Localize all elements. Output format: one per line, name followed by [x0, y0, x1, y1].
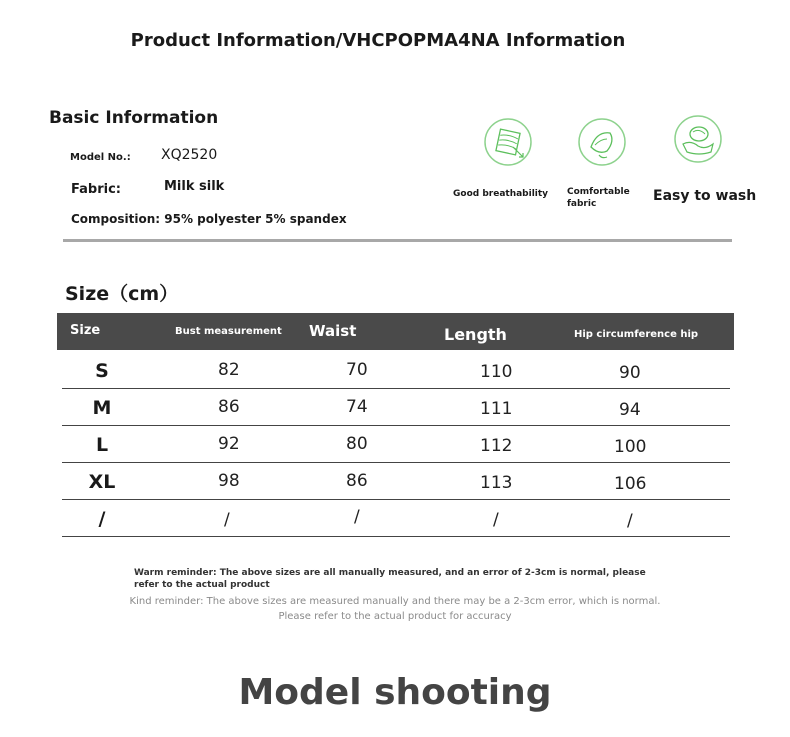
cell-length: 110 — [480, 362, 513, 382]
feature-label-breathability: Good breathability — [453, 189, 549, 199]
header-length: Length — [444, 325, 507, 344]
table-row — [62, 462, 730, 500]
cell-waist: 74 — [346, 397, 368, 417]
cell-size: M — [92, 397, 112, 419]
header-hip: Hip circumference hip — [574, 329, 699, 340]
cell-size: S — [95, 360, 109, 382]
breathability-icon — [483, 117, 533, 167]
cell-bust: / — [224, 510, 230, 530]
composition-text: Composition: 95% polyester 5% spandex — [71, 212, 347, 226]
feature-label-comfortable-line1: Comfortable — [567, 187, 630, 197]
cell-hip: 94 — [619, 400, 641, 420]
warm-reminder-line2: refer to the actual product — [134, 580, 270, 590]
model-shooting-heading: Model shooting — [238, 672, 552, 713]
cell-hip: / — [627, 511, 633, 531]
table-row — [62, 499, 730, 537]
kind-reminder — [0, 594, 790, 624]
section-divider — [63, 239, 732, 242]
table-row — [62, 351, 730, 389]
feature-label-easy-wash: Easy to wash — [653, 188, 757, 204]
model-value: XQ2520 — [161, 147, 218, 163]
model-label: Model No.: — [70, 152, 131, 163]
header-waist: Waist — [309, 322, 357, 340]
fabric-value: Milk silk — [164, 179, 225, 194]
size-table-header — [57, 313, 734, 350]
warm-reminder — [134, 567, 674, 591]
cell-size: XL — [88, 471, 116, 493]
warm-reminder-line1: Warm reminder: The above sizes are all manually measured, and an error of 2-3cm is normal, please — [134, 568, 646, 578]
size-heading: Size（cm） — [65, 283, 179, 305]
cell-hip: 100 — [614, 437, 647, 457]
feature-label-comfortable-line2: fabric — [567, 199, 597, 209]
cell-length: 113 — [480, 473, 513, 493]
kind-reminder-line2: Please refer to the actual product for accuracy — [278, 611, 512, 622]
cell-bust: 86 — [218, 397, 240, 417]
cell-waist: 70 — [346, 360, 368, 380]
fabric-label: Fabric: — [71, 182, 121, 197]
cell-length: / — [493, 510, 499, 530]
cell-size: / — [98, 508, 106, 530]
cell-bust: 92 — [218, 434, 240, 454]
page-title: Product Information/VHCPOPMA4NA Information — [130, 30, 626, 51]
cell-length: 112 — [480, 436, 513, 456]
cell-waist: / — [354, 507, 360, 527]
cell-hip: 106 — [614, 474, 647, 494]
cell-waist: 86 — [346, 471, 368, 491]
cell-size: L — [95, 434, 109, 456]
cell-hip: 90 — [619, 363, 641, 383]
feature-label-comfortable — [567, 186, 630, 210]
cell-waist: 80 — [346, 434, 368, 454]
header-size: Size — [70, 323, 101, 338]
table-row — [62, 388, 730, 426]
header-bust: Bust measurement — [175, 326, 282, 337]
cell-bust: 82 — [218, 360, 240, 380]
table-row — [62, 425, 730, 463]
kind-reminder-line1: Kind reminder: The above sizes are measured manually and there may be a 2-3cm error, which is normal. — [129, 596, 661, 607]
cell-bust: 98 — [218, 471, 240, 491]
easy-wash-icon — [673, 114, 723, 164]
cell-length: 111 — [480, 399, 513, 419]
comfortable-fabric-icon — [577, 117, 627, 167]
basic-info-heading: Basic Information — [49, 108, 219, 128]
